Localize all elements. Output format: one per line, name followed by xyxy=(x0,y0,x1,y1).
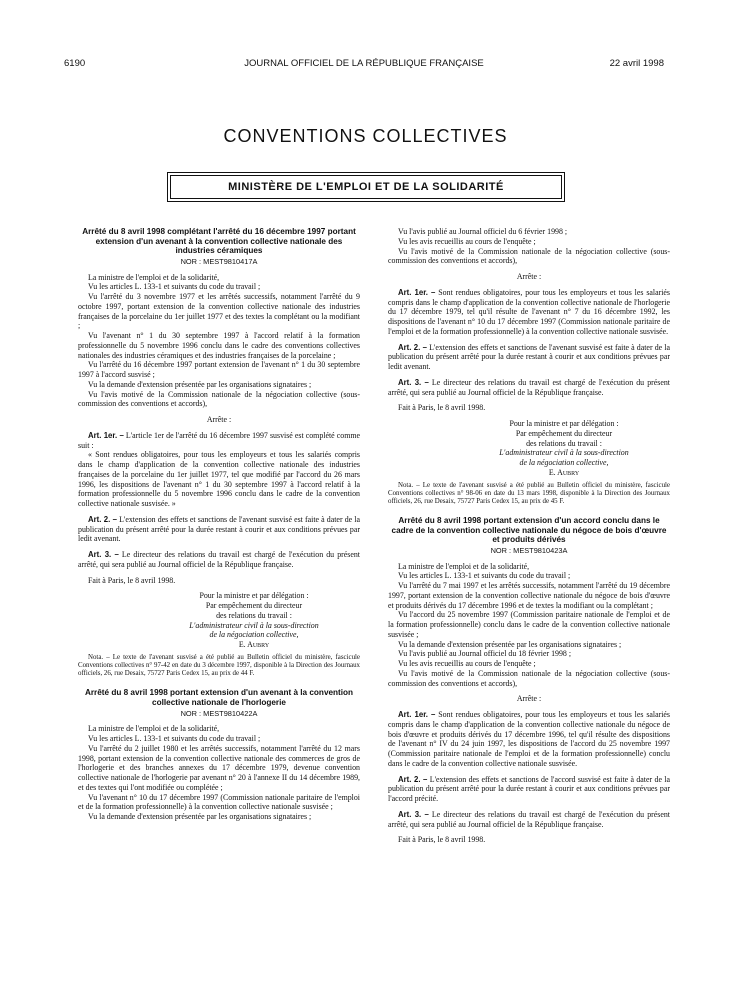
paragraph: Vu l'arrêté du 3 novembre 1977 et les arrêtés successifs, notamment l'arrêté du 9 octobre 1997, portant extension de la convention collective nationale des industries françaises de la porcelaine du 1er juillet 1977 et des textes la complétant ou la modifiant ; xyxy=(78,292,360,331)
article-text: L'extension des effets et sanctions de l'avenant susvisé est faite à dater de la publication du présent arrêté pour la durée restant à courir et aux conditions prévues par ledit avenant. xyxy=(388,342,670,371)
paragraph: Vu la demande d'extension présentée par les organisations signataires ; xyxy=(88,812,312,822)
section-title: CONVENTIONS COLLECTIVES xyxy=(223,126,508,146)
paragraph: Vu les avis recueillis au cours de l'enquête ; xyxy=(398,236,536,246)
signature-line: des relations du travail : xyxy=(216,610,292,620)
nota-note: Nota. – Le texte de l'avenant susvisé a été publié au Bulletin officiel du ministère, fascicule Conventions collectives n° 97-42 en date du 3 décembre 1997, disponible à la Direction des Journaux officiels, 26, rue Desaix, 75727 Paris Cedex 15, au prix de 44 F. xyxy=(78,653,360,678)
decree-title: Arrêté du 8 avril 1998 complétant l'arrêté du 16 décembre 1997 portant extension d'un avenant à la convention collective nationale des industries céramiques xyxy=(82,227,356,256)
paragraph: Vu l'accord du 25 novembre 1997 (Commission paritaire nationale de l'emploi et de la formation professionnelle) conclu dans le cadre de la convention collective nationale susvisée ; xyxy=(388,610,670,639)
article-label: Art. 3. – xyxy=(398,809,429,819)
article-label: Art. 3. – xyxy=(88,550,119,560)
paragraph: Vu l'avis publié au Journal officiel du 18 février 1998 ; xyxy=(398,649,572,659)
article xyxy=(78,515,360,544)
signature-line: L'administrateur civil à la sous-direction xyxy=(499,448,629,458)
paragraph: Vu l'arrêté du 7 mai 1997 et les arrêtés successifs, notamment l'arrêté du 19 décembre 1997, portant extension de la convention collective nationale du négoce de bois d'œuvre et produits dérivés du 17 décembre 1996 et de textes la modifiant ou la complétant ; xyxy=(388,581,670,610)
signature-line: de la négociation collective, xyxy=(209,630,299,640)
issue-date: 22 avril 1998 xyxy=(609,58,664,69)
nota-note: Nota. – Le texte de l'avenant susvisé a été publié au Bulletin officiel du ministère, fascicule Conventions collectives n° 98-06 en date du 13 mars 1998, disponible à la Direction des Journaux officiels, 26, rue Desaix, 75727 Paris Cedex 15, au prix de 45 F. xyxy=(388,481,670,505)
paragraph: Vu l'avis motivé de la Commission nationale de la négociation collective (sous-commission des conventions et accords), xyxy=(388,246,670,266)
article-label: Art. 2. – xyxy=(398,774,428,784)
article xyxy=(388,288,670,337)
ministry-name: MINISTÈRE DE L'EMPLOI ET DE LA SOLIDARITÉ xyxy=(228,181,504,193)
paragraph: Vu l'avis motivé de la Commission nationale de la négociation collective (sous-commission des conventions et accords), xyxy=(388,668,670,688)
arrete-heading: Arrête : xyxy=(516,694,542,704)
article-text: L'extension des effets et sanctions de l'accord susvisé est faite à dater de la publication du présent arrêté pour la durée restant à courir et aux conditions prévues par l'accord précité. xyxy=(388,774,670,804)
arrete-heading: Arrête : xyxy=(206,415,232,425)
paragraph: La ministre de l'emploi et de la solidarité, xyxy=(88,272,220,282)
signatory-name: E. Aubry xyxy=(238,640,270,650)
paragraph: Vu les articles L. 133-1 et suivants du code du travail ; xyxy=(398,571,571,581)
article-label: Art. 1er. – xyxy=(88,430,124,440)
article-text: Le directeur des relations du travail est chargé de l'exécution du présent arrêté, qui sera publié au Journal officiel de la République française. xyxy=(388,809,670,829)
signature-line: Pour la ministre et par délégation : xyxy=(199,591,309,601)
article-label: Art. 1er. – xyxy=(398,287,436,297)
article-label: Art. 3. – xyxy=(398,377,429,387)
signature-line: L'administrateur civil à la sous-direction xyxy=(189,620,319,630)
article xyxy=(78,431,360,451)
article-text: Le directeur des relations du travail est chargé de l'exécution du présent arrêté, qui sera publié au Journal officiel de la République française. xyxy=(78,550,360,569)
paragraph: Vu l'arrêté du 2 juillet 1980 et les arrêtés successifs, notamment l'arrêté du 12 mars 1998, portant extension de la convention collective nationale des commerces de gros de l'horlogerie et des branches annexes du 17 décembre 1979, devenue convention collective nationale de l'horlogerie par avenant n° 20 à l'annexe II du 14 décembre 1989, et des textes qui l'ont modifiée ou complétée ; xyxy=(78,743,360,792)
article-text: Sont rendues obligatoires, pour tous les employeurs et tous les salariés compris dans le champ d'application de la convention collective nationale du négoce de bois d'œuvre et produits dérivés du 17 décembre 1996, tel qu'il résulte des dispositions de l'avenant n° IV du 24 juin 1997, les dispositions de l'accord du 25 novembre 1997 (Commission paritaire nationale de l'emploi et de la formation professionnelle) conclu dans le cadre de la convention collective nationale susvisée. xyxy=(388,710,670,768)
article xyxy=(388,710,670,769)
nor-reference: NOR : MEST9810422A xyxy=(180,708,258,718)
nor-reference: NOR : MEST9810417A xyxy=(180,256,258,266)
signature-line: Pour la ministre et par délégation : xyxy=(509,419,619,428)
article-label: Art. 1er. – xyxy=(398,710,436,720)
article-label: Art. 2. – xyxy=(398,342,427,352)
article xyxy=(78,550,360,570)
page-number: 6190 xyxy=(64,58,86,69)
left-column xyxy=(78,227,360,822)
article-text: Sont rendues obligatoires, pour tous les employeurs et tous les salariés compris dans le champ d'application de la convention collective nationale de l'horlogerie du 17 décembre 1979, tel qu'il résulte de l'avenant n° 7 du 16 décembre 1992, les dispositions de l'avenant n° 10 du 17 décembre 1997 (Commission nationale paritaire de l'emploi et de la formation professionnelle) à la convention collective nationale susvisée. xyxy=(388,287,670,336)
article xyxy=(388,810,670,830)
article-text: Le directeur des relations du travail est chargé de l'exécution du présent arrêté, qui sera publié au Journal officiel de la République française. xyxy=(388,377,670,397)
paragraph: Vu la demande d'extension présentée par les organisations signataires ; xyxy=(88,379,312,389)
done-at: Fait à Paris, le 8 avril 1998. xyxy=(398,403,486,413)
page-header xyxy=(64,58,664,72)
paragraph: Vu l'avenant n° 1 du 30 septembre 1997 à l'accord relatif à la formation professionnelle du 5 novembre 1996 conclu dans le cadre des conventions collectives nationales des industries céramiques et des industries françaises de la porcelaine ; xyxy=(78,331,360,360)
article xyxy=(388,378,670,398)
signature-block xyxy=(458,419,670,478)
signature-line: Par empêchement du directeur xyxy=(205,601,303,611)
paragraph: Vu l'arrêté du 16 décembre 1997 portant extension de l'avenant n° 1 du 30 septembre 1997 à l'accord susvisé ; xyxy=(78,360,360,380)
paragraph: Vu l'avis publié au Journal officiel du 6 février 1998 ; xyxy=(398,227,568,236)
decree-title: Arrêté du 8 avril 1998 portant extension d'un avenant à la convention collective nationale de l'horlogerie xyxy=(84,688,354,707)
article-text: L'extension des effets et sanctions de l'avenant susvisé est faite à dater de la publication du présent arrêté pour la durée restant à courir et aux conditions prévues par ledit avenant. xyxy=(78,514,360,544)
article xyxy=(388,343,670,372)
quoted-text: « Sont rendues obligatoires, pour tous les employeurs et tous les salariés compris dans le champ d'application de la convention collective nationale des industries françaises de la porcelaine du 1er juillet 1977, tel que modifié par l'accord du 26 mars 1996, les dispositions de l'avenant n° 1 du 30 septembre 1997 à l'accord relatif à la formation professionnelle du 5 novembre 1996 conclu dans le cadre de la convention collective nationale susvisée. » xyxy=(78,450,360,509)
decree-title: Arrêté du 8 avril 1998 portant extension d'un accord conclu dans le cadre de la convention collective nationale du négoce de bois d'œuvre et produits dérivés xyxy=(391,516,667,545)
journal-title: JOURNAL OFFICIEL DE LA RÉPUBLIQUE FRANÇAISE xyxy=(244,58,484,69)
paragraph: La ministre de l'emploi et de la solidarité, xyxy=(398,561,530,571)
arrete-heading: Arrête : xyxy=(516,272,542,281)
ministry-box xyxy=(170,175,562,199)
right-column xyxy=(388,227,670,845)
article-text: L'article 1er de l'arrêté du 16 décembre 1997 susvisé est complété comme suit : xyxy=(78,430,360,450)
paragraph: Vu les articles L. 133-1 et suivants du code du travail ; xyxy=(88,734,261,744)
nor-reference: NOR : MEST9810423A xyxy=(490,545,568,555)
paragraph: Vu les articles L. 133-1 et suivants du code du travail ; xyxy=(88,282,261,292)
paragraph: Vu la demande d'extension présentée par les organisations signataires ; xyxy=(398,639,622,649)
signature-line: Par empêchement du directeur xyxy=(515,428,613,438)
article xyxy=(388,775,670,804)
signatory-name: E. Aubry xyxy=(548,467,580,477)
signature-line: des relations du travail : xyxy=(526,438,602,448)
paragraph: Vu l'avis motivé de la Commission nationale de la négociation collective (sous-commission des conventions et accords), xyxy=(78,389,360,409)
signature-block xyxy=(148,591,360,650)
article-label: Art. 2. – xyxy=(88,514,117,524)
done-at: Fait à Paris, le 8 avril 1998. xyxy=(88,575,176,585)
signature-line: de la négociation collective, xyxy=(519,458,609,467)
paragraph: La ministre de l'emploi et de la solidarité, xyxy=(88,724,220,734)
done-at: Fait à Paris, le 8 avril 1998. xyxy=(398,835,486,845)
paragraph: Vu les avis recueillis au cours de l'enquête ; xyxy=(398,659,536,669)
paragraph: Vu l'avenant n° 10 du 17 décembre 1997 (Commission nationale paritaire de l'emploi et de la formation professionnelle) à la convention collective nationale susvisée ; xyxy=(78,792,360,812)
